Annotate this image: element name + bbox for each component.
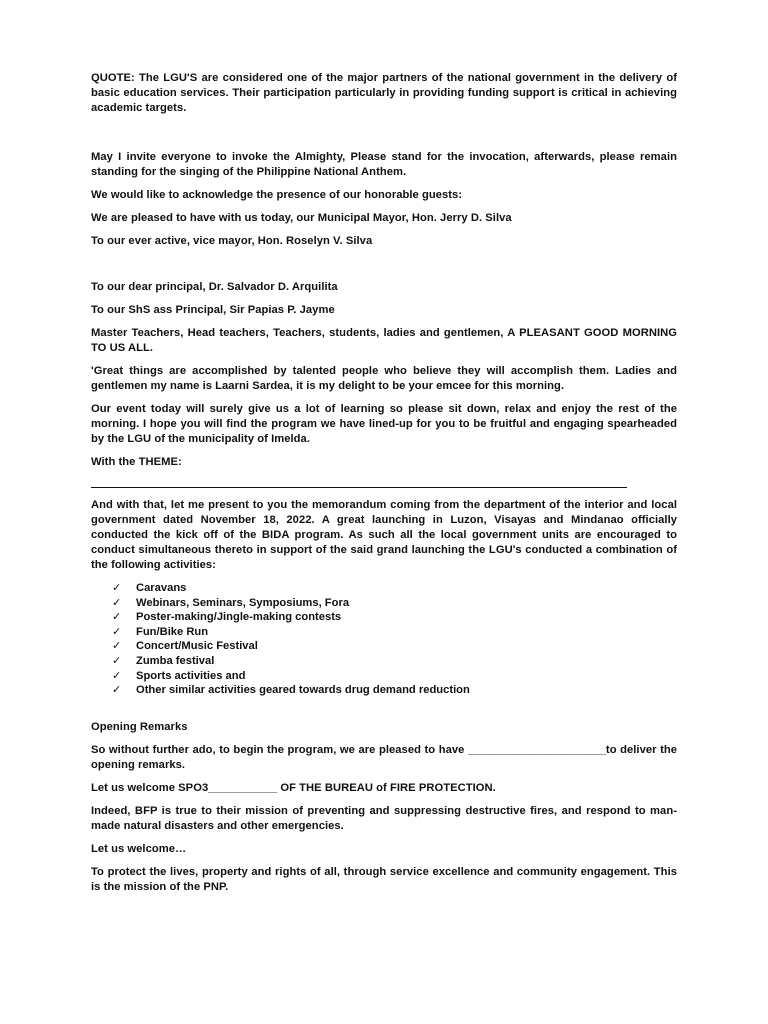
list-item: ✓ Fun/Bike Run xyxy=(112,625,209,638)
bfp-paragraph: Indeed, BFP is true to their mission of preventing and suppressing destructive fires, and respond to man-made natural disasters and other emergencies. xyxy=(91,804,677,832)
theme-label: With the THEME: xyxy=(91,456,182,468)
quote-paragraph: QUOTE: The LGU'S are considered one of the major partners of the national government in the delivery of basic education services. Their participation particularly in providing funding support is critical in achieving academic targets. xyxy=(91,72,677,114)
list-item: ✓ Other similar activities geared towards drug demand reduction xyxy=(112,684,470,697)
list-item: ✓ Sports activities and xyxy=(112,669,246,682)
list-item: ✓ Zumba festival xyxy=(112,654,215,667)
opening-remarks-heading: Opening Remarks xyxy=(91,720,188,733)
mayor-line: We are pleased to have with us today, our Municipal Mayor, Hon. Jerry D. Silva xyxy=(91,212,512,224)
emcee-paragraph: 'Great things are accomplished by talented people who believe they will accomplish them. Ladies and gentlemen my name is Laarni Sardea, it is my delight to be your emcee for this morning. xyxy=(91,365,677,392)
welcome-spo3-line: Let us welcome SPO3___________ OF THE BUREAU of FIRE PROTECTION. xyxy=(91,781,496,794)
check-icon: ✓ xyxy=(112,640,122,653)
opening-paragraph: So without further ado, to begin the program, we are pleased to have ______________________to deliver the opening remarks. xyxy=(91,743,677,771)
acknowledge-line: We would like to acknowledge the presence of our honorable guests: xyxy=(91,189,463,201)
check-icon: ✓ xyxy=(112,669,122,682)
pnp-paragraph: To protect the lives, property and rights of all, through service excellence and community engagement. This is the mission of the PNP. xyxy=(91,865,677,893)
theme-blank-line xyxy=(91,470,677,478)
list-item: ✓ Concert/Music Festival xyxy=(112,640,258,653)
check-icon: ✓ xyxy=(112,654,122,667)
activities-list xyxy=(91,581,677,698)
check-icon: ✓ xyxy=(112,582,122,594)
list-item: ✓ Webinars, Seminars, Symposiums, Fora xyxy=(112,596,350,609)
memorandum-paragraph: And with that, let me present to you the memorandum coming from the department of the interior and local government dated November 18, 2022. A great launching in Luzon, Visayas and Mindanao officially conducted the kick off of the BIDA program. As such all the local government units are encouraged to conduct simultaneous thereto in support of the said grand launching the LGU's conducted a combination of the following activities: xyxy=(91,499,677,571)
check-icon: ✓ xyxy=(112,611,122,624)
welcome-line: Let us welcome… xyxy=(91,842,187,855)
ass-principal-line: To our ShS ass Principal, Sir Papias P. Jayme xyxy=(91,304,335,316)
invocation-paragraph: May I invite everyone to invoke the Almighty, Please stand for the invocation, afterwards, please remain standing for the singing of the Philippine National Anthem. xyxy=(91,151,677,178)
check-icon: ✓ xyxy=(112,625,122,638)
vice-mayor-line: To our ever active, vice mayor, Hon. Roselyn V. Silva xyxy=(91,235,373,247)
event-paragraph: Our event today will surely give us a lot of learning so please sit down, relax and enjoy the rest of the morning. I hope you will find the program we have lined-up for you to be fruitful and engaging spearheaded by the LGU of the municipality of Imelda. xyxy=(91,403,677,445)
check-icon: ✓ xyxy=(112,684,122,697)
check-icon: ✓ xyxy=(112,596,122,609)
principal-line: To our dear principal, Dr. Salvador D. Arquilita xyxy=(91,281,338,293)
list-item: ✓ Poster-making/Jingle-making contests xyxy=(112,611,342,624)
list-item: ✓ Caravans xyxy=(112,582,187,594)
greeting-paragraph: Master Teachers, Head teachers, Teachers, students, ladies and gentlemen, A PLEASANT GOOD MORNING TO US ALL. xyxy=(91,327,677,354)
